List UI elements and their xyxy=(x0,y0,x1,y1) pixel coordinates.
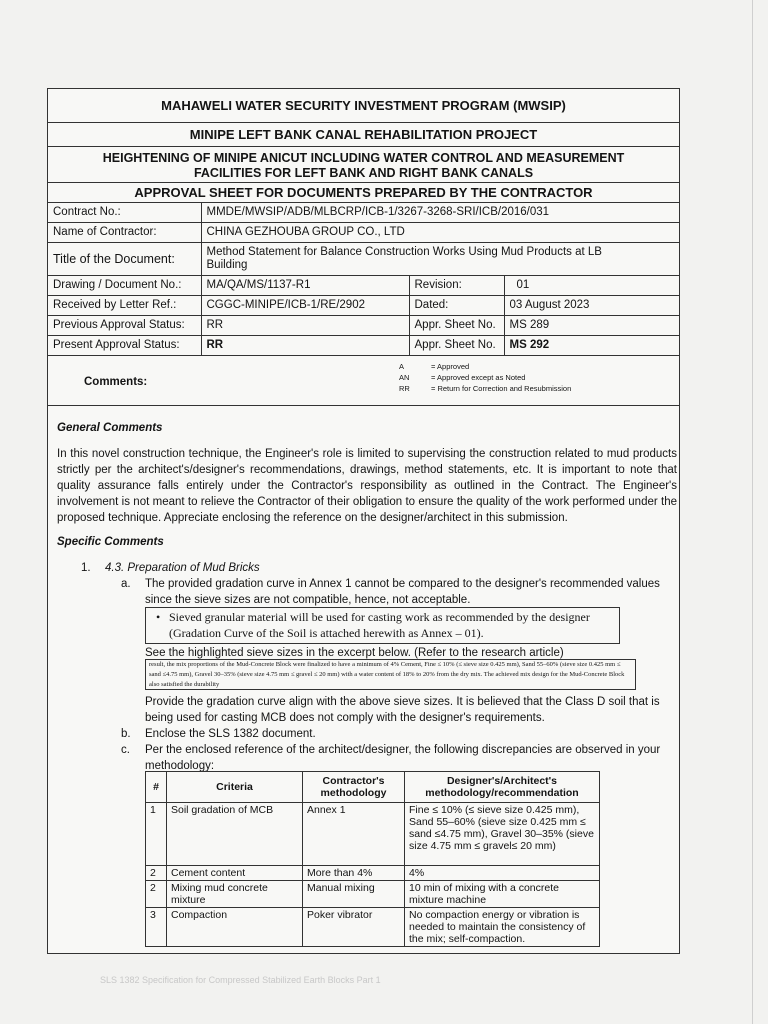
table-cell: Annex 1 xyxy=(303,803,405,866)
revision-label: Revision: xyxy=(409,276,504,296)
works-title xyxy=(48,147,679,183)
legend-meaning: = Approved except as Noted xyxy=(431,373,526,382)
faint-footer-text: SLS 1382 Specification for Compressed Stabilized Earth Blocks Part 1 xyxy=(100,975,381,985)
item-c-line-1: Per the enclosed reference of the architect/designer, the following discrepancies are observed in your xyxy=(145,744,661,756)
item-c-label: c. xyxy=(121,744,130,756)
table-row xyxy=(146,881,600,908)
item-b-text: Enclose the SLS 1382 document. xyxy=(145,728,316,740)
sheet-title: APPROVAL SHEET FOR DOCUMENTS PREPARED BY THE CONTRACTOR xyxy=(48,183,679,203)
col-criteria-header: Criteria xyxy=(167,772,303,803)
legend-meaning: = Return for Correction and Resubmission xyxy=(431,384,572,393)
item-a-label: a. xyxy=(121,578,131,590)
table-cell: Soil gradation of MCB xyxy=(167,803,303,866)
col-contractor-header: Contractor's methodology xyxy=(303,772,405,803)
previous-sheet-value: MS 289 xyxy=(504,316,679,336)
project-title: MINIPE LEFT BANK CANAL REHABILITATION PROJECT xyxy=(48,123,679,147)
highlight-note: See the highlighted sieve sizes in the excerpt below. (Refer to the research article) xyxy=(145,647,564,659)
revision-value: 01 xyxy=(504,276,679,296)
item-title: 4.3. Preparation of Mud Bricks xyxy=(105,562,260,574)
present-sheet-value: MS 292 xyxy=(504,336,679,356)
table-cell: Fine ≤ 10% (≤ sieve size 0.425 mm), Sand 55–60% (sieve size 0.425 mm ≤ sand ≤4.75 mm), Gravel 30–35% (sieve size 4.75 mm ≤ gravel≤ 20 mm) xyxy=(405,803,600,866)
legend-code: RR xyxy=(399,384,410,393)
contract-row xyxy=(48,203,679,223)
contract-no-label: Contract No.: xyxy=(48,203,201,223)
item-number: 1. xyxy=(81,562,91,574)
legend-item xyxy=(399,372,571,383)
item-c-line-2: methodology: xyxy=(145,760,215,772)
present-sheet-label: Appr. Sheet No. xyxy=(409,336,504,356)
table-cell: Mixing mud concrete mixture xyxy=(167,881,303,908)
legend-item xyxy=(399,383,571,394)
present-status-label: Present Approval Status: xyxy=(48,336,201,356)
designer-excerpt-box xyxy=(145,607,620,644)
works-title-line-1: HEIGHTENING OF MINIPE ANICUT INCLUDING WATER CONTROL AND MEASUREMENT xyxy=(102,151,625,165)
col-designer-header: Designer's/Architect's methodology/recommendation xyxy=(405,772,600,803)
page-edge xyxy=(752,0,753,1024)
document-title-line-2: Building xyxy=(206,259,248,271)
program-title: MAHAWELI WATER SECURITY INVESTMENT PROGRAM (MWSIP) xyxy=(48,89,679,123)
table-cell: 10 min of mixing with a concrete mixture machine xyxy=(405,881,600,908)
dated-value: 03 August 2023 xyxy=(504,296,679,316)
item-a-line-1: The provided gradation curve in Annex 1 cannot be compared to the designer's recommended values xyxy=(145,578,660,590)
contractor-value: CHINA GEZHOUBA GROUP CO., LTD xyxy=(201,223,679,243)
provide-line-2: being used for casting MCB does not comply with the designer's requirements. xyxy=(145,712,545,724)
previous-status-row xyxy=(48,316,679,336)
drawing-no-label: Drawing / Document No.: xyxy=(48,276,201,296)
document-title-row xyxy=(48,243,679,276)
table-cell: Cement content xyxy=(167,866,303,881)
present-status-value: RR xyxy=(201,336,409,356)
legend-meaning: = Approved xyxy=(431,362,470,371)
item-b-label: b. xyxy=(121,728,131,740)
drawing-no-value: MA/QA/MS/1137-R1 xyxy=(201,276,409,296)
excerpt-line-2: (Gradation Curve of the Soil is attached herewith as Annex – 01). xyxy=(169,626,484,640)
discrepancy-table xyxy=(145,771,600,947)
general-comments-heading: General Comments xyxy=(57,422,163,434)
excerpt-line-1: Sieved granular material will be used for casting work as recommended by the designer xyxy=(169,610,590,624)
table-cell: Manual mixing xyxy=(303,881,405,908)
table-cell: Poker vibrator xyxy=(303,908,405,947)
table-cell: 2 xyxy=(146,881,167,908)
specific-comments-heading: Specific Comments xyxy=(57,536,164,548)
table-row xyxy=(146,803,600,866)
approval-sheet xyxy=(47,88,680,954)
table-cell: More than 4% xyxy=(303,866,405,881)
contract-no-value: MMDE/MWSIP/ADB/MLBCRP/ICB-1/3267-3268-SRI/ICB/2016/031 xyxy=(201,203,679,223)
letter-row xyxy=(48,296,679,316)
table-cell: 2 xyxy=(146,866,167,881)
comments-box xyxy=(48,344,679,406)
table-row xyxy=(146,866,600,881)
contractor-row xyxy=(48,223,679,243)
provide-line-1: Provide the gradation curve align with the above sieve sizes. It is believed that the Class D soil that is xyxy=(145,696,660,708)
previous-status-value: RR xyxy=(201,316,409,336)
research-excerpt: result, the mix proportions of the Mud-Concrete Block were finalized to have a minimum of 4% Cement, Fine ≤ 10% (≤ sieve size 0.425 mm), Sand 55–60% (sieve size 0.425 mm ≤ sand ≤4.75 mm), Gravel 30–35% (sieve size 4.75 mm ≤ gravel ≤ 20 mm) with a water content of 18% to 20% from the dry mix. The achieved mix design for the Mud-Concrete Block also satisfied the durability xyxy=(145,659,636,690)
table-cell: 1 xyxy=(146,803,167,866)
previous-status-label: Previous Approval Status: xyxy=(48,316,201,336)
drawing-row xyxy=(48,276,679,296)
document-title-label: Title of the Document: xyxy=(48,243,201,276)
dated-label: Dated: xyxy=(409,296,504,316)
legend-code: AN xyxy=(399,373,410,382)
table-row xyxy=(146,908,600,947)
works-title-line-2: FACILITIES FOR LEFT BANK AND RIGHT BANK CANALS xyxy=(193,166,534,180)
document-title-value xyxy=(201,243,679,276)
item-a-line-2: since the sieve sizes are not compatible, hence, not acceptable. xyxy=(145,594,471,606)
document-title-line-1: Method Statement for Balance Construction Works Using Mud Products at LB xyxy=(206,246,602,258)
comments-label: Comments: xyxy=(84,376,148,388)
general-comments-text: In this novel construction technique, the Engineer's role is limited to supervising the construction related to mud products strictly per the architect's/designer's recommendations, drawings, method statements, etc. It is important to note that quality assurance falls entirely under the Contractor's responsibility as outlined in the Contract. The Engineer's involvement is not meant to relieve the Contractor of their obligation to ensure the quality of the work performed under the proposed technique. Appreciate enclosing the reference on the designer/architect in this submission. xyxy=(57,448,677,524)
previous-sheet-label: Appr. Sheet No. xyxy=(409,316,504,336)
letter-ref-label: Received by Letter Ref.: xyxy=(48,296,201,316)
table-header-row xyxy=(146,772,600,803)
legend-code: A xyxy=(399,362,405,371)
contractor-label: Name of Contractor: xyxy=(48,223,201,243)
excerpt-bullet: • xyxy=(156,610,161,624)
table-cell: No compaction energy or vibration is needed to maintain the consistency of the mix; self-compaction. xyxy=(405,908,600,947)
table-cell: 4% xyxy=(405,866,600,881)
table-cell: 3 xyxy=(146,908,167,947)
legend-item xyxy=(399,361,571,372)
col-number-header: # xyxy=(146,772,167,803)
table-cell: Compaction xyxy=(167,908,303,947)
document-info-table xyxy=(48,203,679,356)
status-legend xyxy=(399,361,571,394)
letter-ref-value: CGGC-MINIPE/ICB-1/RE/2902 xyxy=(201,296,409,316)
